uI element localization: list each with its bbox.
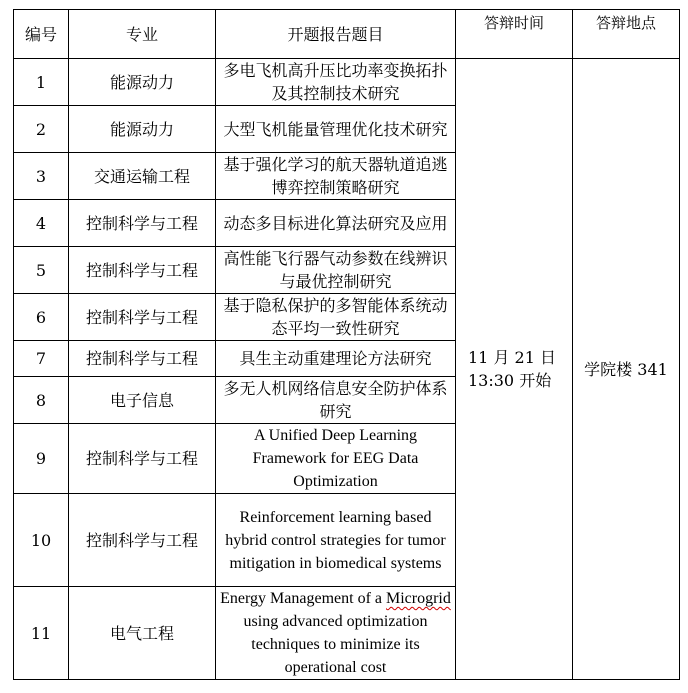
row-major: 控制科学与工程 — [69, 294, 216, 341]
row-topic: 基于强化学习的航天器轨道追逃博弈控制策略研究 — [216, 153, 456, 200]
row-topic: A Unified Deep Learning Framework for EEG Data Optimization — [216, 424, 456, 494]
row-major: 电气工程 — [69, 587, 216, 680]
row-topic-part: using advanced optimization techniques to minimize its operational cost — [243, 613, 428, 676]
header-row — [14, 10, 680, 59]
row-topic — [216, 587, 456, 680]
header-time: 答辩时间 — [456, 10, 573, 59]
row-number: 11 — [14, 587, 69, 680]
row-topic: 大型飞机能量管理优化技术研究 — [216, 106, 456, 153]
row-topic: 具生主动重建理论方法研究 — [216, 341, 456, 377]
row-number: 7 — [14, 341, 69, 377]
row-number: 5 — [14, 247, 69, 294]
row-number: 2 — [14, 106, 69, 153]
row-number: 4 — [14, 200, 69, 247]
row-major: 控制科学与工程 — [69, 424, 216, 494]
row-topic-part: Energy Management of a — [220, 590, 386, 607]
row-number: 6 — [14, 294, 69, 341]
row-major: 控制科学与工程 — [69, 200, 216, 247]
header-no: 编号 — [14, 10, 69, 59]
row-number: 1 — [14, 59, 69, 106]
row-topic: Reinforcement learning based hybrid control strategies for tumor mitigation in biomedical systems — [216, 494, 456, 587]
row-major: 能源动力 — [69, 59, 216, 106]
row-topic: 基于隐私保护的多智能体系统动态平均一致性研究 — [216, 294, 456, 341]
row-topic: 多电飞机高升压比功率变换拓扑及其控制技术研究 — [216, 59, 456, 106]
row-number: 8 — [14, 377, 69, 424]
table-row — [14, 59, 680, 106]
row-major: 控制科学与工程 — [69, 494, 216, 587]
row-major: 电子信息 — [69, 377, 216, 424]
defense-start-time: 13:30 开始 — [468, 371, 552, 390]
defense-time-cell — [456, 59, 573, 680]
header-major: 专业 — [69, 10, 216, 59]
row-number: 10 — [14, 494, 69, 587]
row-major: 控制科学与工程 — [69, 341, 216, 377]
header-topic: 开题报告题目 — [216, 10, 456, 59]
row-number: 3 — [14, 153, 69, 200]
row-major: 交通运输工程 — [69, 153, 216, 200]
row-topic: 多无人机网络信息安全防护体系研究 — [216, 377, 456, 424]
row-topic: 高性能飞行器气动参数在线辨识与最优控制研究 — [216, 247, 456, 294]
defense-schedule-table — [13, 9, 680, 680]
row-major: 控制科学与工程 — [69, 247, 216, 294]
defense-date: 11 月 21 日 — [468, 348, 556, 367]
defense-place: 学院楼 341 — [573, 59, 680, 680]
spellcheck-underlined-word: Microgrid — [386, 590, 451, 607]
header-place: 答辩地点 — [573, 10, 680, 59]
row-topic: 动态多目标进化算法研究及应用 — [216, 200, 456, 247]
row-major: 能源动力 — [69, 106, 216, 153]
row-number: 9 — [14, 424, 69, 494]
